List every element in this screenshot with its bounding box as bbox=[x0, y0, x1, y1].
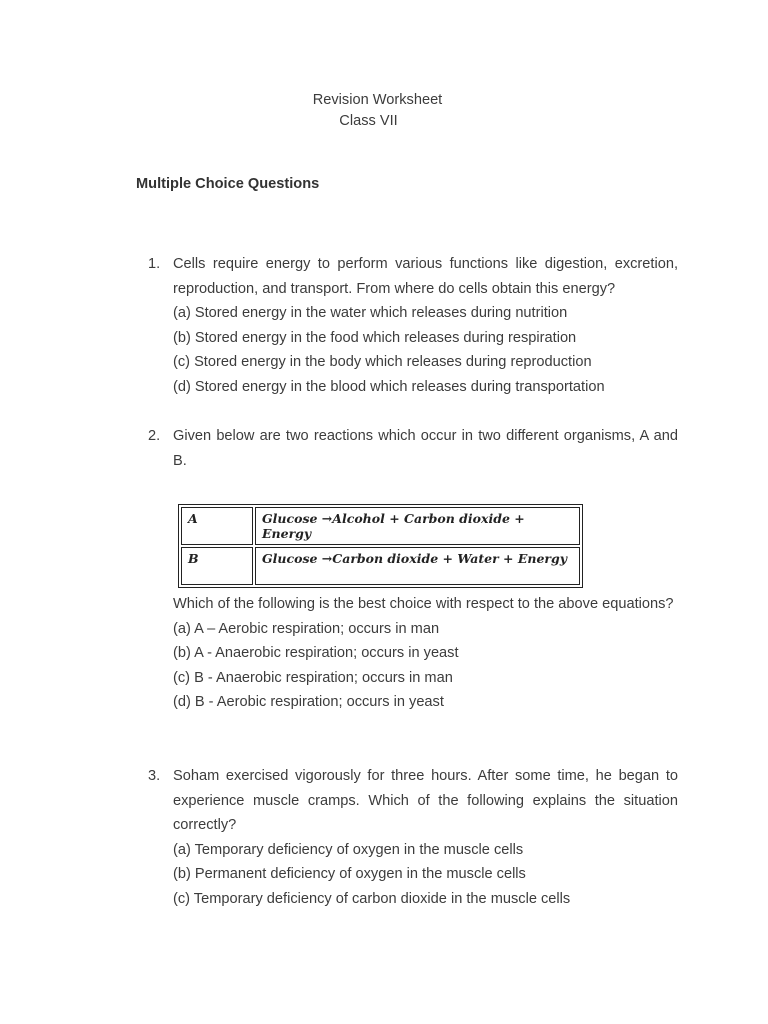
table-row bbox=[181, 507, 580, 545]
option-c: (c) Stored energy in the body which releases during reproduction bbox=[173, 354, 592, 370]
question-number: 2. bbox=[148, 428, 161, 444]
option-d: (d) B - Aerobic respiration; occurs in yeast bbox=[173, 694, 444, 710]
option-a: (a) Stored energy in the water which releases during nutrition bbox=[173, 305, 568, 321]
question-2-follow-up bbox=[173, 592, 678, 715]
reaction-equation: Glucose →Alcohol + Carbon dioxide + Energy bbox=[255, 507, 580, 545]
table-row bbox=[181, 547, 580, 585]
option-a: (a) A – Aerobic respiration; occurs in man bbox=[173, 620, 440, 637]
question-3 bbox=[148, 764, 678, 911]
question-stem: Cells require energy to perform various functions like digestion, excretion, reproduction, and transport. From where do cells obtain this energy? bbox=[173, 256, 678, 297]
question-2 bbox=[148, 424, 678, 473]
option-a: (a) Temporary deficiency of oxygen in the muscle cells bbox=[173, 841, 524, 858]
question-1 bbox=[148, 252, 678, 399]
option-b: (b) Permanent deficiency of oxygen in the muscle cells bbox=[173, 866, 526, 882]
question-number: 1. bbox=[148, 256, 161, 272]
reaction-table bbox=[178, 504, 583, 588]
reaction-equation: Glucose →Carbon dioxide + Water + Energy bbox=[255, 547, 580, 585]
question-number: 3. bbox=[148, 768, 161, 784]
worksheet-class: Class VII bbox=[339, 113, 398, 129]
question-follow-up: Which of the following is the best choice with respect to the above equations? bbox=[173, 596, 674, 612]
worksheet-title: Revision Worksheet bbox=[312, 92, 443, 108]
option-c: (c) B - Anaerobic respiration; occurs in man bbox=[173, 669, 453, 686]
organism-label: B bbox=[181, 547, 253, 585]
option-d: (d) Stored energy in the blood which releases during transportation bbox=[173, 378, 605, 395]
option-b: (b) Stored energy in the food which releases during respiration bbox=[173, 329, 577, 346]
option-c: (c) Temporary deficiency of carbon dioxide in the muscle cells bbox=[173, 890, 571, 907]
section-title: Multiple Choice Questions bbox=[136, 176, 320, 192]
option-b: (b) A - Anaerobic respiration; occurs in yeast bbox=[173, 645, 459, 661]
question-stem: Soham exercised vigorously for three hours. After some time, he began to experience muscle cramps. Which of the following explains the situation correctly? bbox=[173, 768, 678, 833]
organism-label: A bbox=[181, 507, 253, 545]
question-stem: Given below are two reactions which occur in two different organisms, A and B. bbox=[173, 428, 678, 469]
